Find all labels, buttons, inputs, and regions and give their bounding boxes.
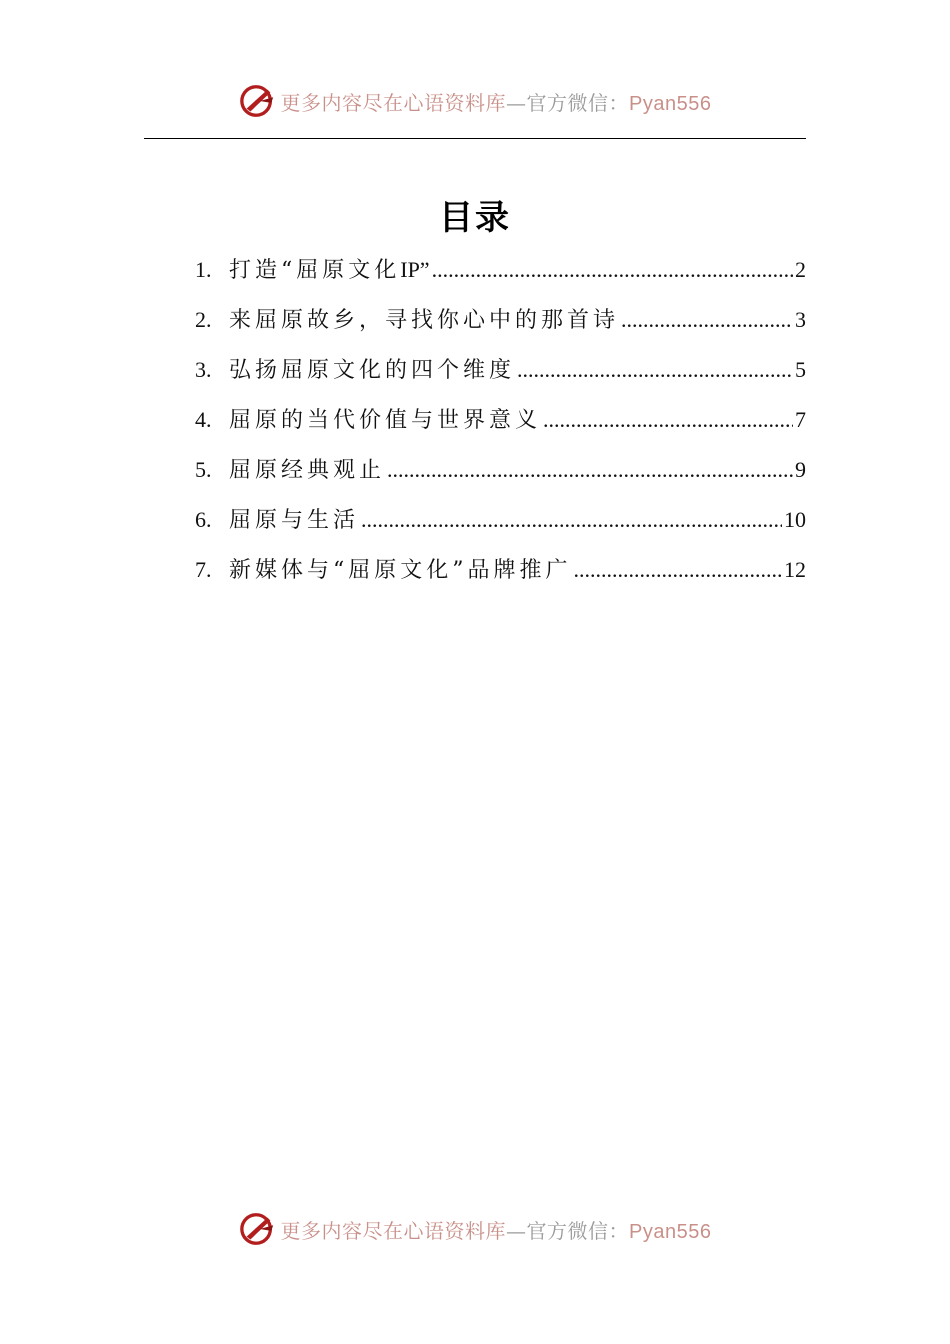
header-divider bbox=[144, 138, 806, 139]
toc-entry-number: 4. bbox=[195, 407, 212, 432]
banner-official-label: 官方微信： bbox=[526, 90, 630, 115]
banner-dash: — bbox=[506, 1218, 527, 1243]
toc-entry-5[interactable] bbox=[195, 450, 806, 500]
toc-leader-dots bbox=[432, 250, 793, 290]
toc-entry-label: 弘扬屈原文化的四个维度 bbox=[229, 358, 516, 383]
toc-entry-label-text: 打造“屈原文化 bbox=[229, 258, 401, 283]
banner-wechat-id: Pyan556 bbox=[629, 1220, 712, 1243]
toc-leader-dots bbox=[621, 300, 793, 340]
footer-banner bbox=[0, 1210, 950, 1248]
header-banner bbox=[0, 82, 950, 120]
toc-entry-6[interactable] bbox=[195, 500, 806, 550]
toc-entry-number: 1. bbox=[195, 257, 212, 282]
toc-entry-label: 新媒体与“屈原文化”品牌推广 bbox=[229, 558, 572, 583]
toc-entry-3[interactable] bbox=[195, 350, 806, 400]
toc-leader-dots bbox=[543, 400, 793, 440]
toc-leader-dots bbox=[517, 350, 793, 390]
toc-entry-number: 5. bbox=[195, 457, 212, 482]
banner-dash: — bbox=[506, 90, 527, 115]
toc-entry-page: 9 bbox=[795, 457, 806, 482]
toc-entry-7[interactable] bbox=[195, 550, 806, 600]
banner-main-text: 更多内容尽在心语资料库 bbox=[280, 90, 507, 115]
toc-entry-number: 3. bbox=[195, 357, 212, 382]
circle-logo-icon bbox=[239, 1210, 277, 1248]
toc-entry-label-latin: IP” bbox=[400, 257, 430, 282]
toc-entry-page: 7 bbox=[795, 407, 806, 432]
toc-entry-label bbox=[229, 250, 430, 291]
circle-logo-icon bbox=[239, 82, 277, 120]
toc-entry-label: 屈原经典观止 bbox=[229, 458, 386, 483]
banner-text bbox=[281, 1215, 712, 1244]
toc-entry-number: 7. bbox=[195, 557, 212, 582]
toc-entry-4[interactable] bbox=[195, 400, 806, 450]
toc-list bbox=[195, 250, 806, 600]
toc-entry-2[interactable] bbox=[195, 300, 806, 350]
banner-main-text: 更多内容尽在心语资料库 bbox=[280, 1218, 507, 1243]
banner-wechat-id: Pyan556 bbox=[629, 92, 712, 115]
toc-entry-page: 5 bbox=[795, 357, 806, 382]
toc-entry-page: 2 bbox=[795, 257, 806, 282]
toc-title: 目录 bbox=[439, 198, 511, 238]
toc-entry-label: 屈原与生活 bbox=[229, 508, 360, 533]
toc-entry-1[interactable] bbox=[195, 250, 806, 300]
toc-leader-dots bbox=[361, 500, 782, 540]
toc-leader-dots bbox=[387, 450, 793, 490]
toc-entry-page: 12 bbox=[784, 557, 806, 582]
toc-entry-label: 屈原的当代价值与世界意义 bbox=[229, 408, 542, 433]
toc-entry-page: 10 bbox=[784, 507, 806, 532]
banner-text bbox=[281, 87, 712, 116]
toc-entry-number: 6. bbox=[195, 507, 212, 532]
toc-leader-dots bbox=[574, 550, 783, 590]
toc-entry-label: 来屈原故乡，寻找你心中的那首诗 bbox=[229, 308, 620, 333]
banner-official-label: 官方微信： bbox=[526, 1218, 630, 1243]
toc-entry-page: 3 bbox=[795, 307, 806, 332]
toc-entry-number: 2. bbox=[195, 307, 212, 332]
